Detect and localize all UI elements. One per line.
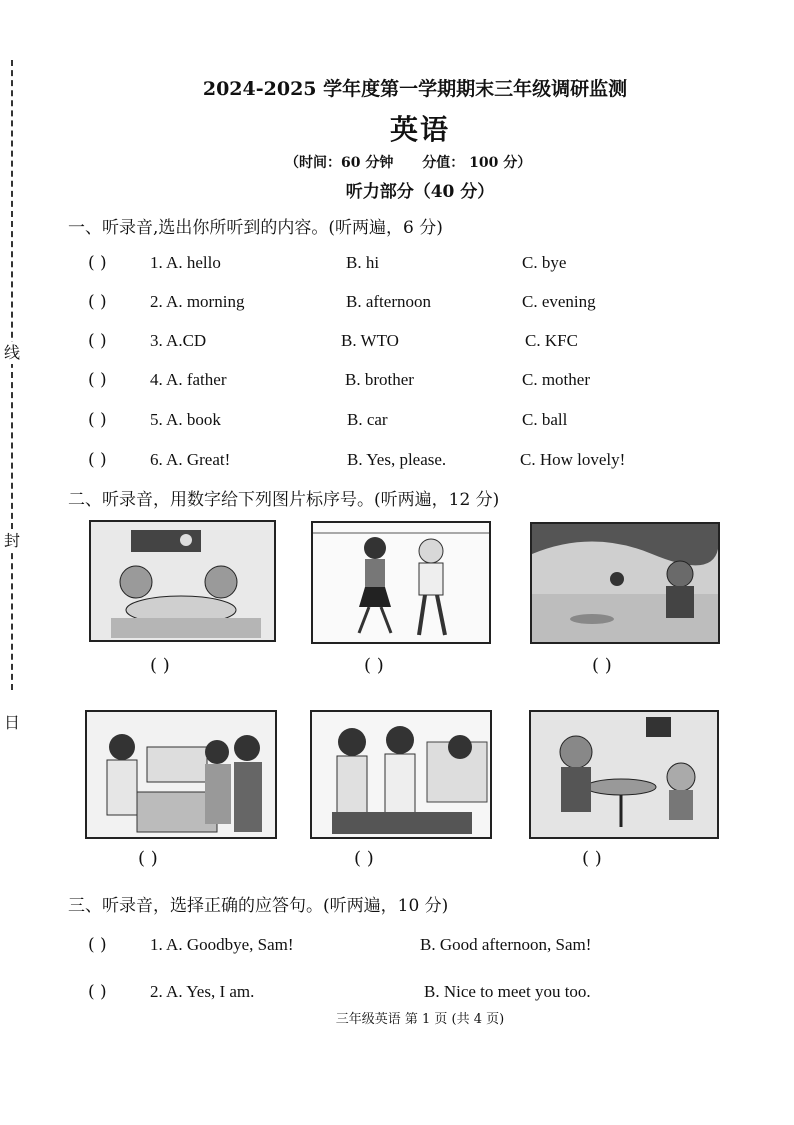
option-b: B. car xyxy=(347,410,388,429)
score-info: 分值： 100 分） xyxy=(422,155,532,171)
section3-heading: 三、听录音，选择正确的应答句。(听两遍，10 分) xyxy=(68,896,449,916)
answer-blank[interactable]: ( ) xyxy=(88,982,107,1002)
picture-number-blank[interactable]: ( ) xyxy=(150,655,170,676)
option-a: 5. A. book xyxy=(150,410,221,429)
picture-number-blank[interactable]: ( ) xyxy=(364,655,384,676)
option-a: 3. A.CD xyxy=(150,331,207,350)
answer-blank[interactable]: ( ) xyxy=(88,935,107,955)
picture-number-blank[interactable]: ( ) xyxy=(354,848,374,869)
family-in-room-picture xyxy=(85,710,277,839)
picture-number-blank[interactable]: ( ) xyxy=(592,655,612,676)
margin-char-seal: 封 xyxy=(4,531,21,550)
mice-at-table-picture xyxy=(89,520,276,642)
picture-number-blank[interactable]: ( ) xyxy=(138,848,158,869)
margin-char-line: 线 xyxy=(4,343,21,362)
option-a: 6. A. Great! xyxy=(150,450,231,469)
option-b: B. WTO xyxy=(341,331,399,350)
page-footer: 三年级英语 第 1 页 (共 4 页) xyxy=(335,1012,505,1027)
children-greeting-picture xyxy=(311,521,491,644)
option-a: 1. A. Goodbye, Sam! xyxy=(150,935,294,954)
option-b: B. afternoon xyxy=(346,292,431,311)
option-c: C. mother xyxy=(522,370,590,389)
option-c: C. evening xyxy=(522,292,596,311)
mice-dancing-picture xyxy=(529,710,719,839)
answer-blank[interactable]: ( ) xyxy=(88,410,107,430)
option-a: 4. A. father xyxy=(150,370,227,389)
answer-blank[interactable]: ( ) xyxy=(88,253,107,273)
exam-meta xyxy=(285,152,537,172)
exam-title: 2024-2025 学年度第一学期期末三年级调研监测 xyxy=(202,78,628,100)
section2-heading: 二、听录音，用数字给下列图片标序号。(听两遍，12 分) xyxy=(68,490,500,510)
time-info: （时间：60 分钟 xyxy=(285,155,394,171)
option-b: B. Yes, please. xyxy=(347,450,447,469)
option-b: B. hi xyxy=(346,253,380,272)
binding-dashed-line xyxy=(11,60,13,690)
answer-blank[interactable]: ( ) xyxy=(88,450,107,470)
answer-blank[interactable]: ( ) xyxy=(88,370,107,390)
cat-and-mouse-outdoor-picture xyxy=(530,522,720,644)
margin-char-date: 日 xyxy=(4,713,21,732)
answer-blank[interactable]: ( ) xyxy=(88,331,107,351)
option-b: B. Nice to meet you too. xyxy=(424,982,591,1001)
option-c: C. How lovely! xyxy=(520,450,626,469)
boys-in-classroom-picture xyxy=(310,710,492,839)
option-a: 2. A. morning xyxy=(150,292,245,311)
listening-part-heading: 听力部分（40 分） xyxy=(345,182,495,202)
answer-blank[interactable]: ( ) xyxy=(88,292,107,312)
picture-number-blank[interactable]: ( ) xyxy=(582,848,602,869)
subject-title: 英语 xyxy=(389,113,450,146)
option-a: 2. A. Yes, I am. xyxy=(150,982,255,1001)
section1-heading: 一、听录音,选出你所听到的内容。(听两遍，6 分) xyxy=(68,218,443,238)
option-b: B. brother xyxy=(345,370,414,389)
option-a: 1. A. hello xyxy=(150,253,221,272)
option-c: C. bye xyxy=(522,253,567,272)
option-c: C. ball xyxy=(522,410,568,429)
option-c: C. KFC xyxy=(525,331,578,350)
option-b: B. Good afternoon, Sam! xyxy=(420,935,592,954)
